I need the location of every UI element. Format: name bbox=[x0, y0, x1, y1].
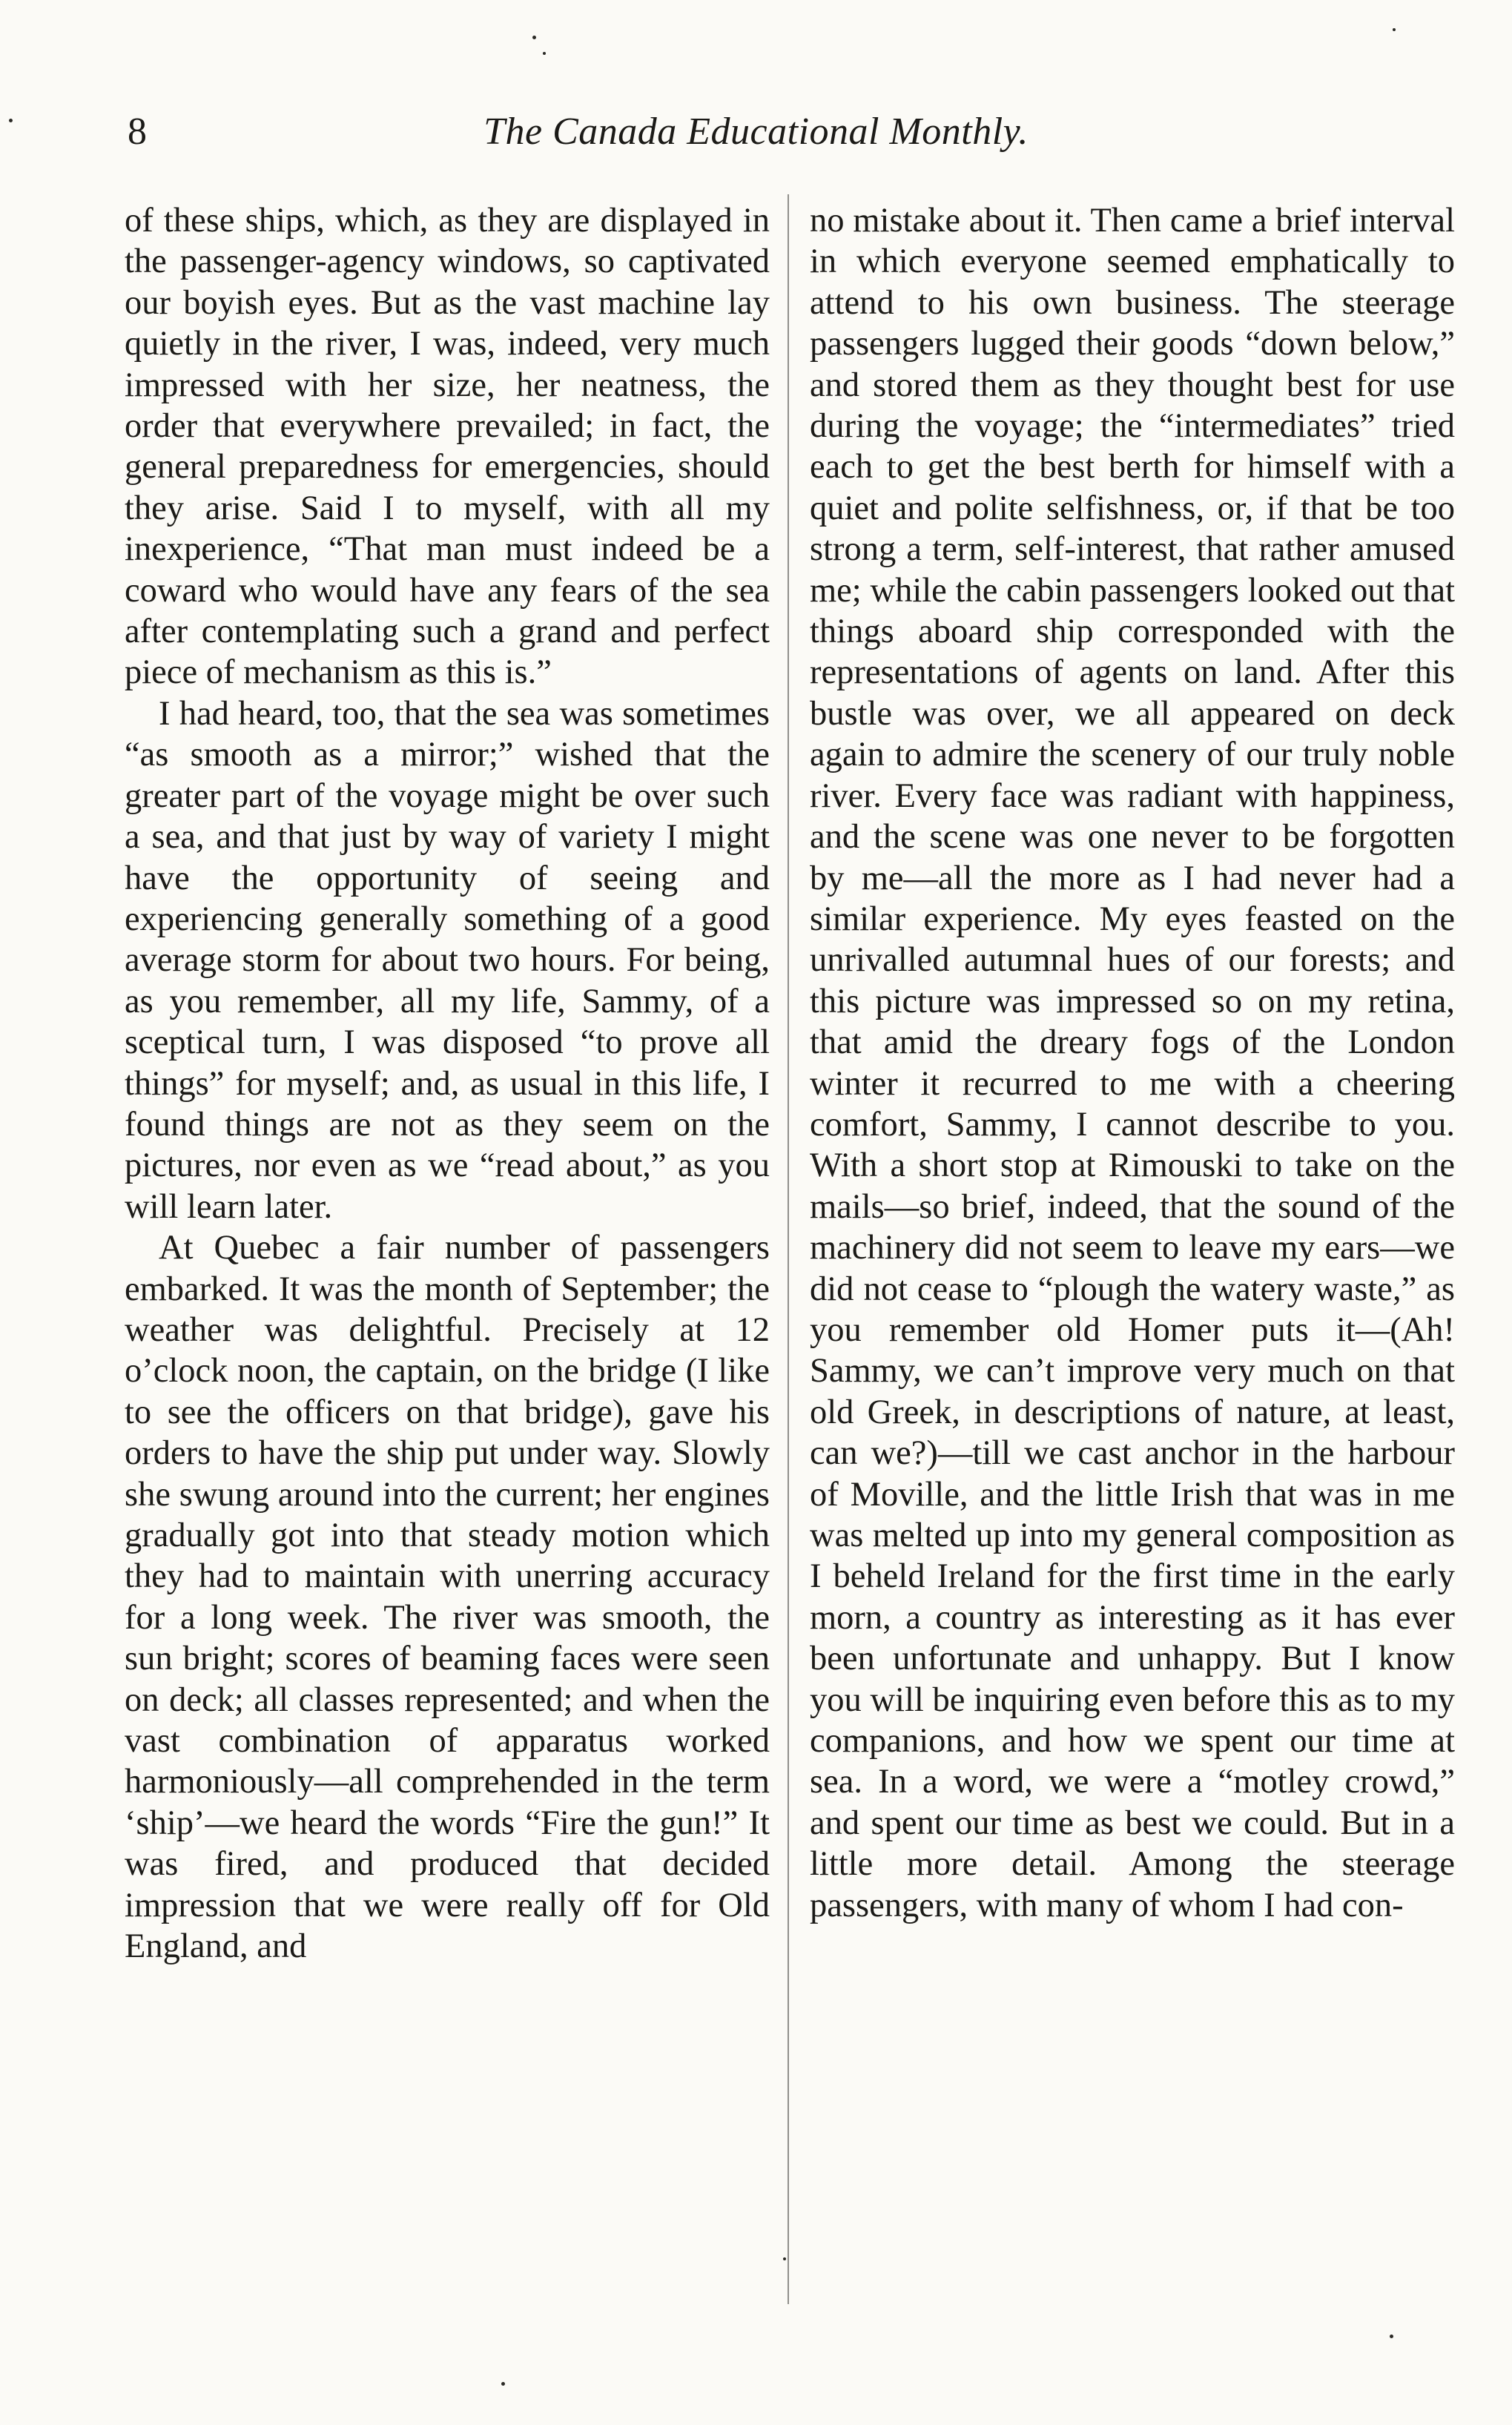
paragraph: no mistake about it. Then came a brief interval in which everyone seemed emphatically to attend to his own business. The steerage passengers lugged their goods “down below,” and stored them as they thought best for use during the voyage; the “intermediates” tried each to get the best berth for himself with a quiet and polite selfishness, or, if that be too strong a term, self-interest, that rather amused me; while the cabin passengers looked out that things aboard ship corresponded with the representations of agents on land. After this bustle was over, we all appeared on deck again to admire the scenery of our truly noble river. Every face was radiant with happiness, and the scene was one never to be forgotten by me—all the more as I had never had a similar experience. My eyes feasted on the unrivalled autumnal hues of our forests; and this picture was impressed so on my retina, that amid the dreary fogs of the London winter it recurred to me with a cheering comfort, Sammy, I cannot describe to you. With a short stop at Rimouski to take on the mails—so brief, indeed, that the sound of the machinery did not seem to leave my ears—we did not cease to “plough the watery waste,” as you remember old Homer puts it—(Ah! Sammy, we can’t improve very much on that old Greek, in descriptions of nature, at least, can we?)—till we cast anchor in the harbour of Moville, and the little Irish that was in me was melted up into my general composition as I beheld Ireland for the first time in the early morn, a country as interesting as it has ever been unfortunate and unhappy. But I know you will be inquiring even before this as to my companions, and how we spent our time at sea. In a word, we were a “motley crowd,” and spent our time as best we could. But in a little more detail. Among the steerage passengers, with many of whom I had con- bbox=[810, 202, 1455, 1924]
scan-speck bbox=[501, 2382, 505, 2386]
scan-speck bbox=[1393, 28, 1396, 31]
scan-speck bbox=[532, 36, 536, 39]
paragraph: of these ships, which, as they are displayed in the passenger-agency windows, so captivated our boyish eyes. But as the vast machine lay quietly in the river, I was, indeed, very much impressed with her size, her neatness, the order that everywhere prevailed; in fact, the general preparedness for emergencies, should they arise. Said I to myself, with all my inexperience, “That man must indeed be a coward who would have any fears of the sea after contemplating such a grand and perfect piece of mechanism as this is.” bbox=[125, 202, 770, 692]
left-column bbox=[125, 200, 770, 1967]
journal-title: The Canada Educational Monthly. bbox=[483, 110, 1029, 153]
right-column bbox=[810, 200, 1455, 1926]
scan-speck bbox=[9, 119, 13, 122]
scan-speck bbox=[783, 2257, 786, 2260]
scan-speck bbox=[1390, 2335, 1393, 2338]
paragraph: At Quebec a fair number of passengers embarked. It was the month of September; the weather was delightful. Precisely at 12 o’clock noon, the captain, on the bridge (I like to see the officers on that bridge), gave his orders to have the ship put under way. Slowly she swung around into the current; her engines gradually got into that steady motion which they had to maintain with unerring accuracy for a long week. The river was smooth, the sun bright; scores of beaming faces were seen on deck; all classes represented; and when the vast combination of apparatus worked harmoniously—all comprehended in the term ‘ship’—we heard the words “Fire the gun!” It was fired, and produced that decided impression that we were really off for Old England, and bbox=[125, 1229, 770, 1966]
paragraph: I had heard, too, that the sea was sometimes “as smooth as a mirror;” wished that the greater part of the voyage might be over such a sea, and that just by way of variety I might have the opportunity of seeing and experiencing generally something of a good average storm for about two hours. For being, as you remember, all my life, Sammy, of a sceptical turn, I was disposed “to prove all things” for myself; and, as usual in this life, I found things are not as they seem on the pictures, nor even as we “read about,” as you will learn later. bbox=[125, 694, 770, 1226]
running-header bbox=[0, 104, 1512, 163]
scan-speck bbox=[543, 52, 546, 55]
column-divider bbox=[788, 194, 789, 2304]
page-number: 8 bbox=[128, 110, 147, 153]
